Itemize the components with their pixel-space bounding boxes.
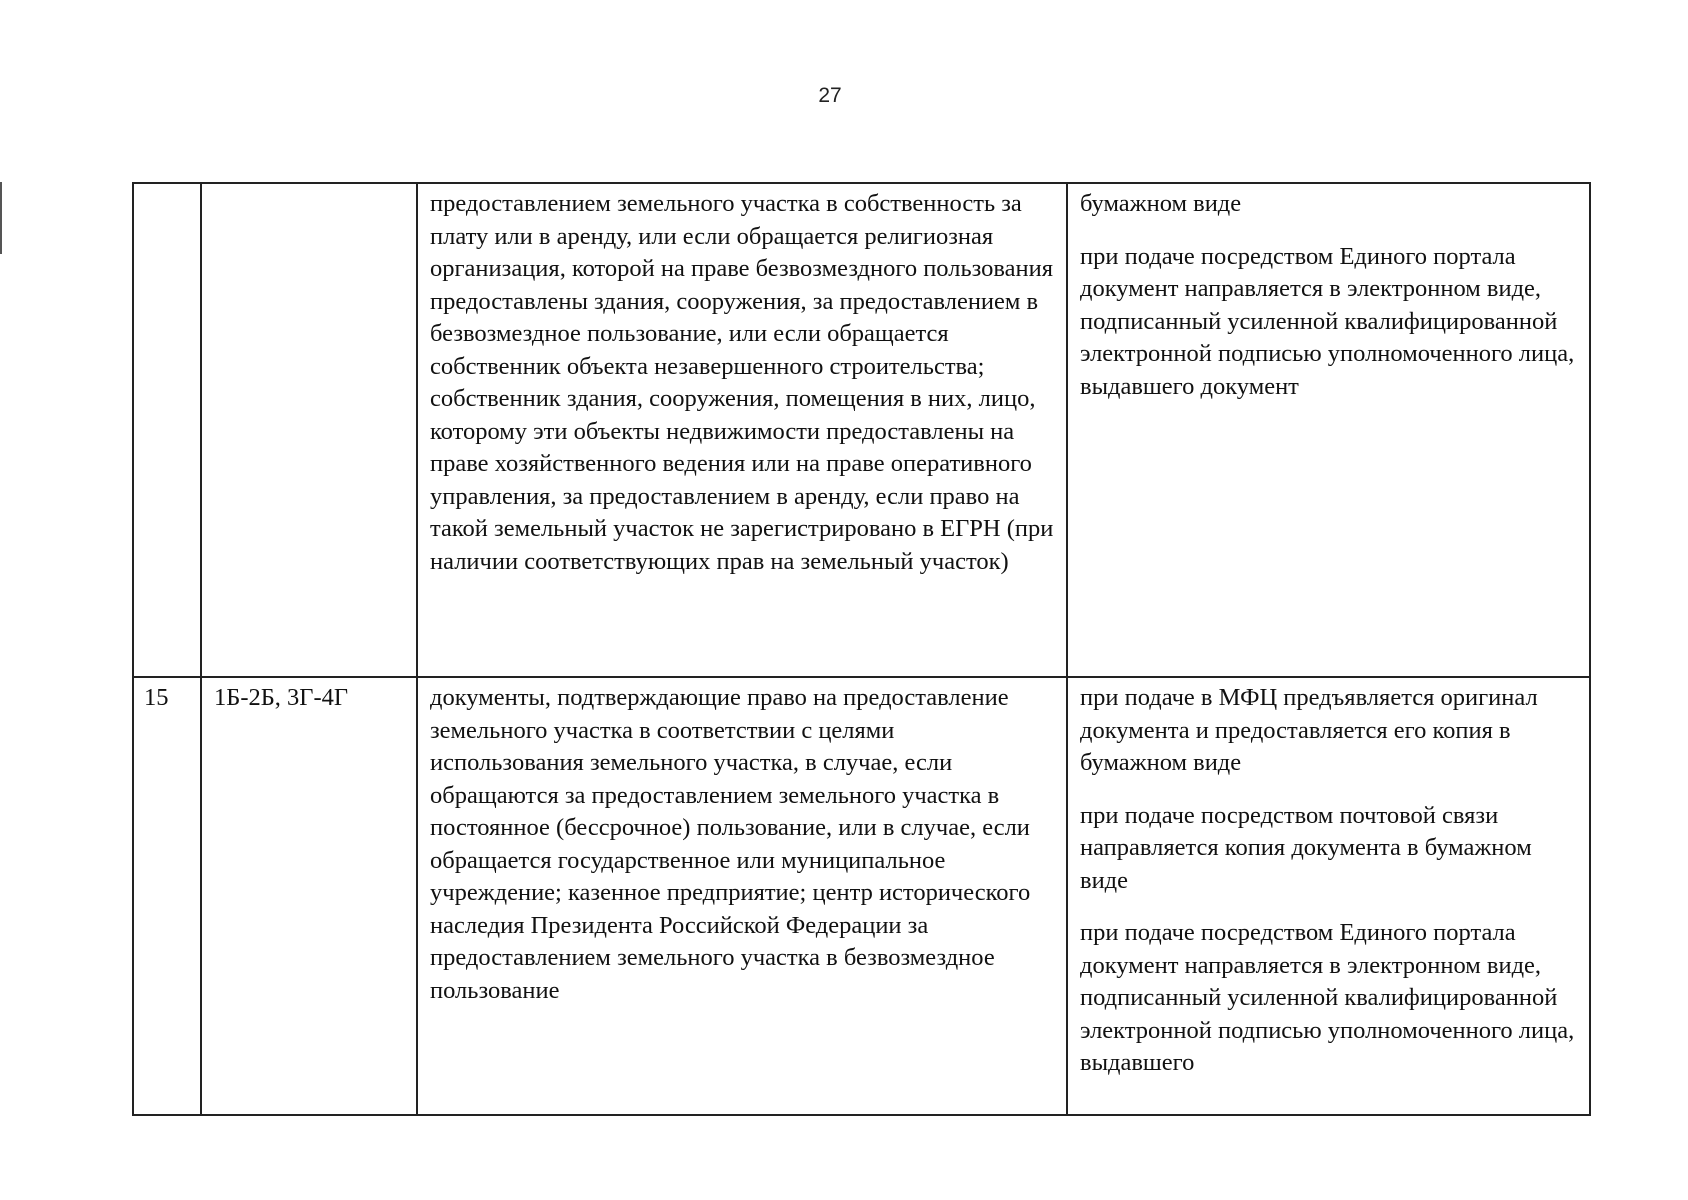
method-paragraph: бумажном виде: [1080, 190, 1242, 217]
row-method-cell: [1067, 183, 1590, 677]
row-code-cell: 1Б-2Б, 3Г-4Г: [201, 677, 417, 1115]
method-paragraph: при подаче посредством почтовой связи направляется копия документа в бумажном виде: [1080, 801, 1532, 894]
method-paragraph: при подаче посредством Единого портала документ направляется в электронном виде, подписанный усиленной квалифицированной электронной подписью уполномоченного лица, выдавшего документ: [1080, 242, 1575, 400]
documents-table: [132, 182, 1591, 1116]
page-number: 27: [818, 84, 842, 107]
row-number-cell: [133, 183, 201, 677]
method-paragraph: при подаче в МФЦ предъявляется оригинал документа и предоставляется его копия в бумажном виде: [1080, 684, 1538, 776]
row-description-cell: предоставлением земельного участка в собственность за плату или в аренду, или если обращается религиозная организация, которой на праве безвозмездного пользования предоставлены здания, сооружения, за предоставлением в безвозмездное пользование, или если обращается собственник объекта незавершенного строительства; собственник здания, сооружения, помещения в них, лицо, которому эти объекты недвижимости предоставлены на праве хозяйственного ведения или на праве оперативного управления, за предоставлением в аренду, если право на такой земельный участок не зарегистрировано в ЕГРН (при наличии соответствующих прав на земельный участок): [417, 183, 1067, 677]
row-code-cell: [201, 183, 417, 677]
scan-edge-mark: [0, 182, 2, 254]
row-method-cell: [1067, 677, 1590, 1115]
table-row: [133, 677, 1590, 1115]
row-description-cell: документы, подтверждающие право на предоставление земельного участка в соответствии с целями использования земельного участка, в случае, если обращаются за предоставлением земельного участка в постоянное (бессрочное) пользование, или в случае, если обращается государственное или муниципальное учреждение; казенное предприятие; центр исторического наследия Президента Российской Федерации за предоставлением земельного участка в безвозмездное пользование: [417, 677, 1067, 1115]
table-row: [133, 183, 1590, 677]
method-paragraph: при подаче посредством Единого портала документ направляется в электронном виде, подписанный усиленной квалифицированной электронной подписью уполномоченного лица, выдавшего: [1080, 919, 1575, 1076]
row-number-cell: 15: [133, 677, 201, 1115]
